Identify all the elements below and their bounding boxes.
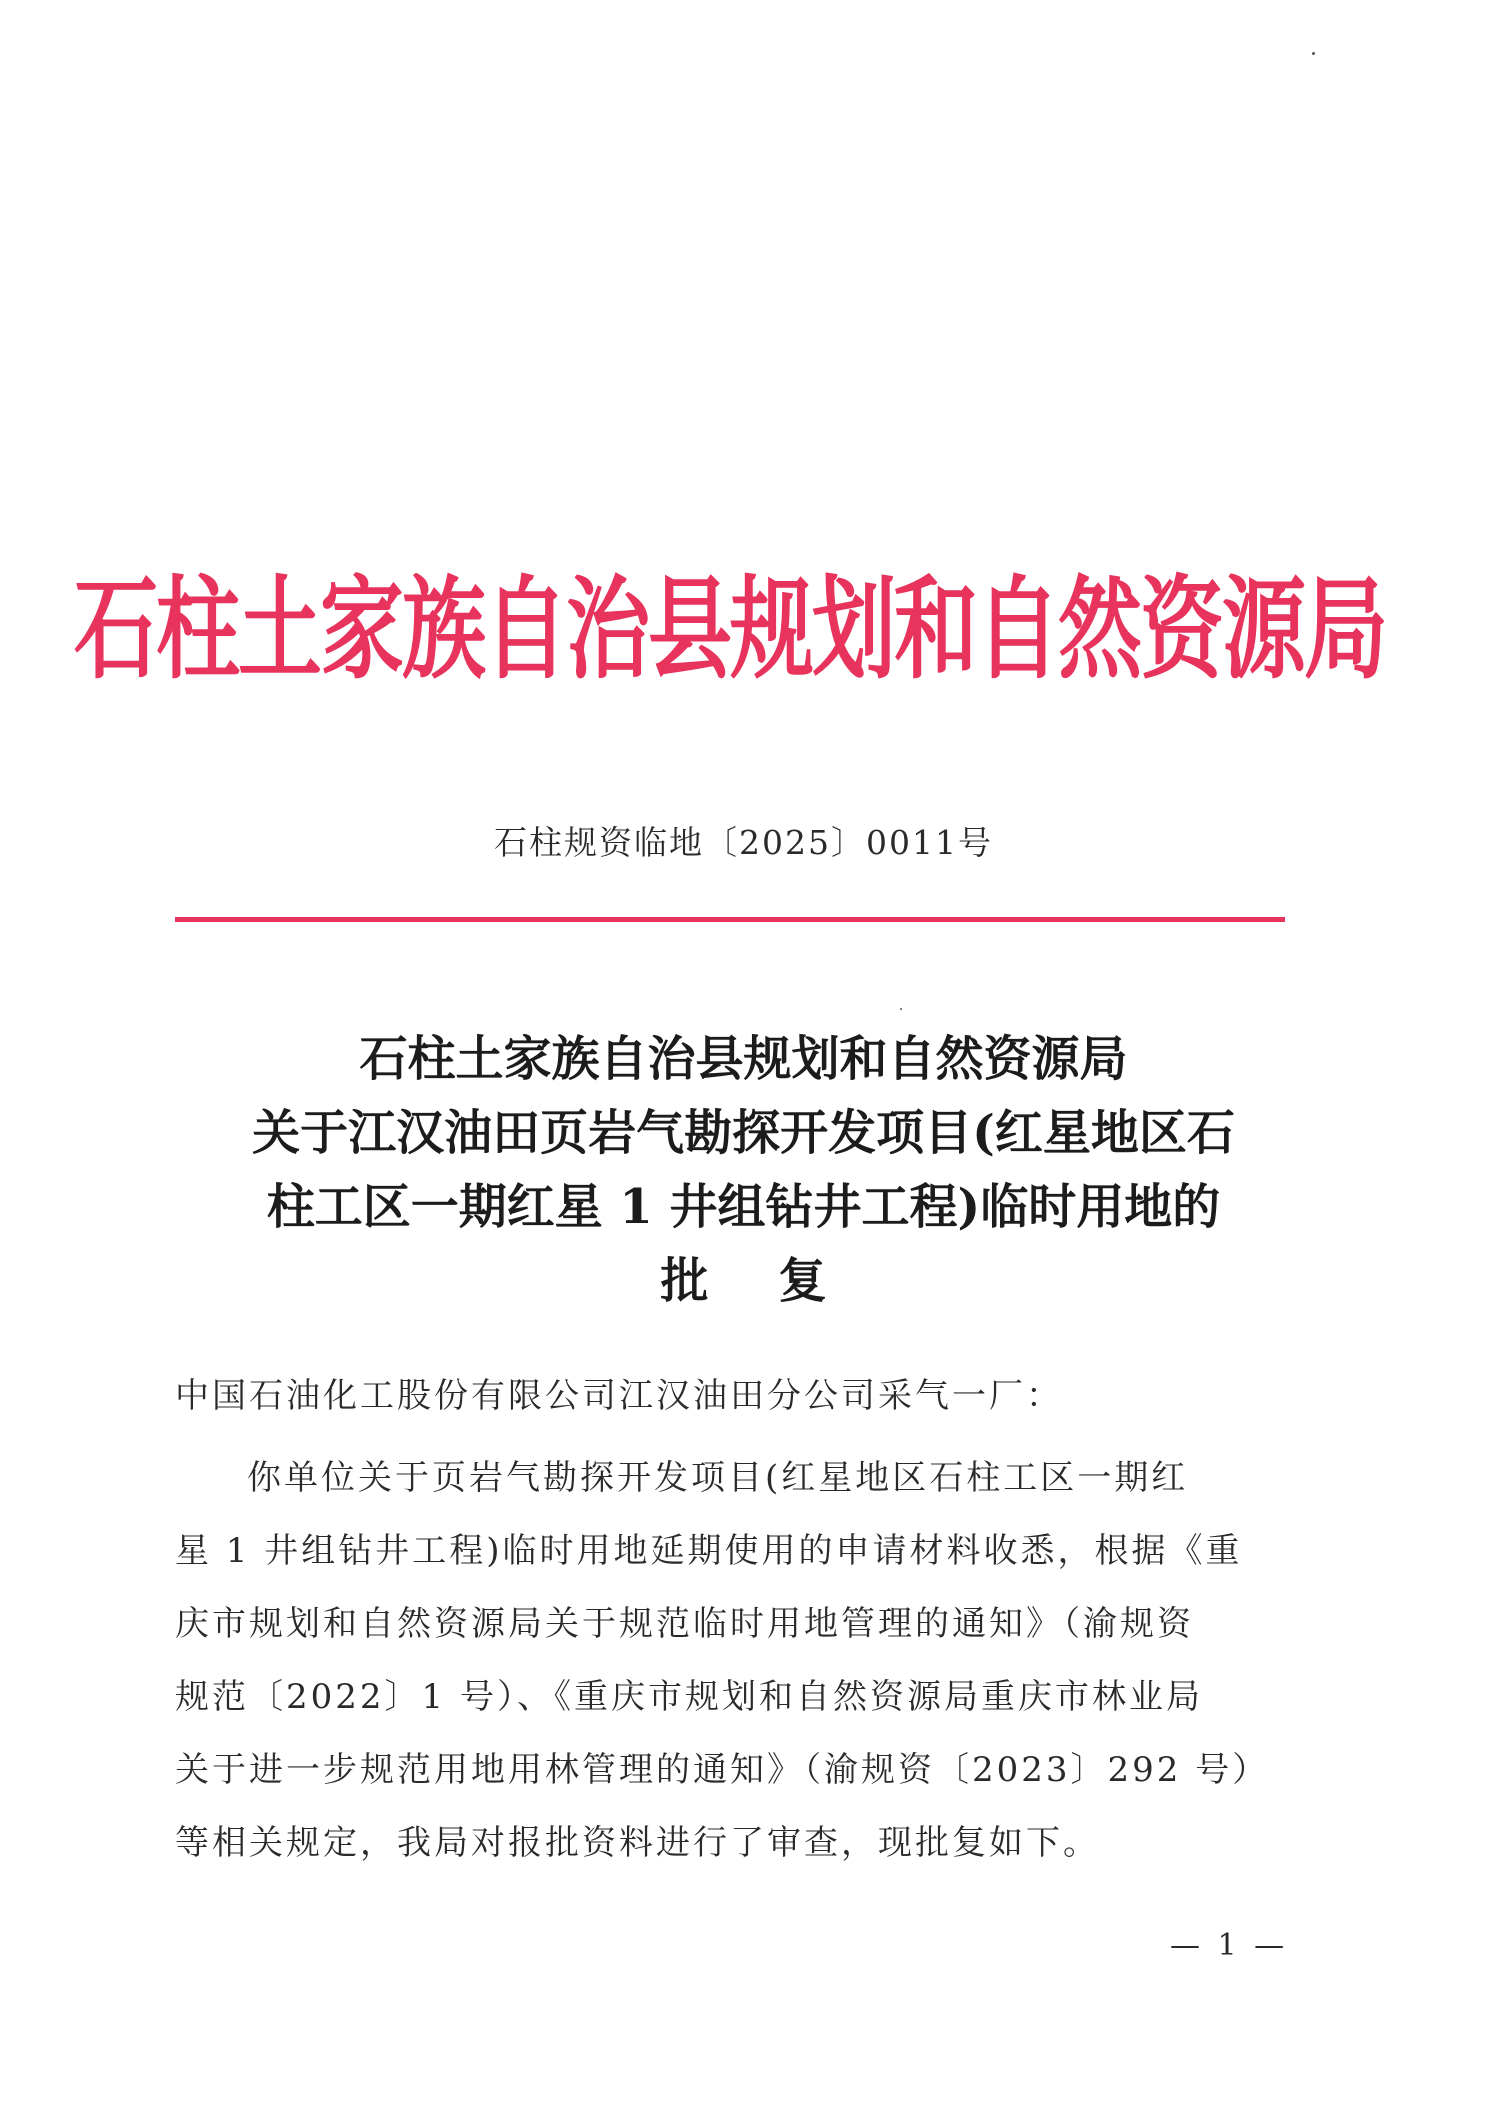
body-line: 关于进一步规范用地用林管理的通知》（渝规资〔2023〕292 号） xyxy=(175,1750,1270,1790)
page-number: — 1 — xyxy=(1170,1928,1289,1963)
body-line: 等相关规定，我局对报批资料进行了审查，现批复如下。 xyxy=(175,1823,1100,1863)
document-number: 石柱规资临地〔2025〕0011号 xyxy=(494,823,993,862)
red-divider-rule xyxy=(175,917,1285,922)
agency-header: 石柱土家族自治县规划和自然资源局 xyxy=(74,563,1387,694)
document-title xyxy=(150,1022,1337,1318)
title-line: 关于江汉油田页岩气勘探开发项目(红星地区石 xyxy=(252,1105,1235,1161)
body-line: 你单位关于页岩气勘探开发项目(红星地区石柱工区一期红 xyxy=(247,1458,1189,1498)
title-line: 石柱土家族自治县规划和自然资源局 xyxy=(359,1031,1128,1087)
body-line: 星 1 井组钻井工程)临时用地延期使用的申请材料收悉，根据《重 xyxy=(175,1531,1243,1571)
scan-speck xyxy=(1312,52,1315,55)
body-line: 庆市规划和自然资源局关于规范临时用地管理的通知》（渝规资 xyxy=(175,1604,1194,1644)
body-line: 规范〔2022〕1 号）、《重庆市规划和自然资源局重庆市林业局 xyxy=(175,1677,1203,1717)
scan-speck xyxy=(900,1008,902,1010)
title-line: 批复 xyxy=(660,1253,897,1309)
salutation: 中国石油化工股份有限公司江汉油田分公司采气一厂： xyxy=(175,1376,1063,1416)
title-line: 柱工区一期红星 1 井组钻井工程)临时用地的 xyxy=(266,1179,1221,1235)
body-paragraph xyxy=(175,1442,1305,1880)
